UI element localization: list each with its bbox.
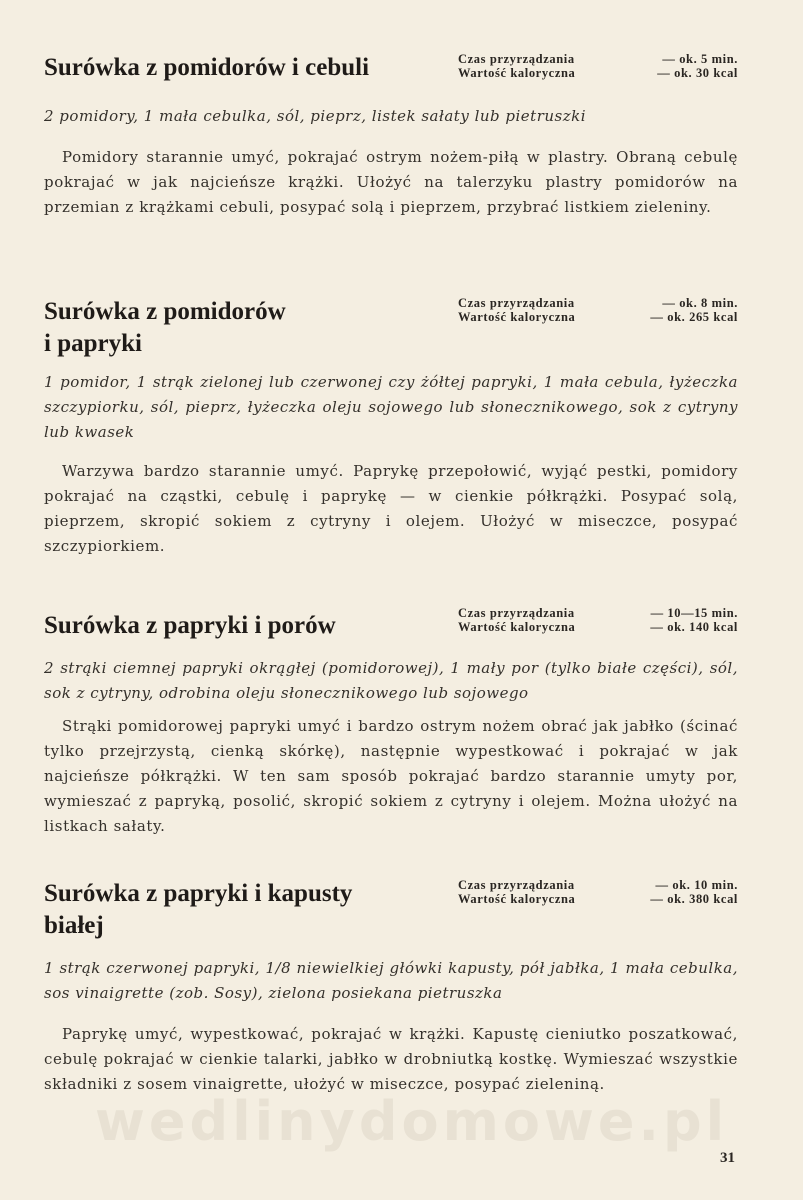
recipe-header: [44, 606, 738, 648]
kcal-label: Wartość kaloryczna: [458, 66, 576, 80]
recipe-meta: [458, 52, 738, 80]
recipe-meta: [458, 296, 738, 324]
time-label: Czas przyrządzania: [458, 52, 575, 66]
recipe-instructions: Pomidory starannie umyć, pokrajać ostrym nożem-piłą w plastry. Obraną cebulę pokrajać w jak najcieńsze krążki. Ułożyć na talerzyku plastry pomidorów na przemian z krążkami cebuli, posypać solą i pieprzem, przybrać listkiem zieleniny.: [44, 148, 738, 216]
kcal-label: Wartość kaloryczna: [458, 892, 576, 906]
time-label: Czas przyrządzania: [458, 878, 575, 892]
kcal-value: — ok. 140 kcal: [650, 620, 738, 634]
kcal-label: Wartość kaloryczna: [458, 620, 576, 634]
recipe-title: Surówka z papryki i kapusty białej: [44, 880, 353, 939]
recipe-header: [44, 296, 738, 360]
recipe-pepper-leek: [44, 606, 738, 839]
kcal-value: — ok. 30 kcal: [657, 66, 738, 80]
recipe-pepper-cabbage: [44, 878, 738, 1097]
recipe-meta: [458, 878, 738, 906]
time-value: — ok. 10 min.: [655, 878, 738, 892]
time-label: Czas przyrządzania: [458, 296, 575, 310]
recipe-ingredients: 2 pomidory, 1 mała cebulka, sól, pieprz, listek sałaty lub pietruszki: [44, 107, 587, 125]
recipe-instructions: Paprykę umyć, wypestkować, pokrajać w krążki. Kapustę cieniutko poszatkować, cebulę pokrajać w cienkie talarki, jabłko w drobniutką kostkę. Wymieszać wszystkie składniki z sosem vinaigrette, ułożyć w miseczce, posypać zieleniną.: [44, 1025, 738, 1093]
recipe-ingredients: 1 strąk czerwonej papryki, 1/8 niewielkiej główki kapusty, pół jabłka, 1 mała cebulka, sos vinaigrette (zob. Sosy), zielona posiekana pietruszka: [44, 959, 738, 1002]
recipe-instructions: Strąki pomidorowej papryki umyć i bardzo ostrym nożem obrać jak jabłko (ścinać tylko przejrzystą, cienką skórkę), następnie wypestkować i pokrajać w jak najcieńsze półkrążki. W ten sam sposób pokrajać bardzo starannie umyty por, wymieszać z papryką, posolić, skropić sokiem z cytryny i olejem. Można ułożyć na listkach sałaty.: [44, 717, 738, 835]
recipe-tomato-pepper: [44, 296, 738, 559]
kcal-label: Wartość kaloryczna: [458, 310, 576, 324]
recipe-instructions: Warzywa bardzo starannie umyć. Paprykę przepołowić, wyjąć pestki, pomidory pokrajać na cząstki, cebulę i paprykę — w cienkie półkrążki. Posypać solą, pieprzem, skropić sokiem z cytryny i olejem. Ułożyć w miseczce, posypać szczypiorkiem.: [44, 462, 738, 555]
time-value: — ok. 5 min.: [662, 52, 738, 66]
recipe-title: Surówka z pomidorów i papryki: [44, 298, 286, 357]
time-label: Czas przyrządzania: [458, 606, 575, 620]
recipe-title: Surówka z papryki i porów: [44, 612, 336, 639]
kcal-value: — ok. 380 kcal: [650, 892, 738, 906]
kcal-value: — ok. 265 kcal: [650, 310, 738, 324]
time-value: — 10—15 min.: [650, 606, 738, 620]
recipe-meta: [458, 606, 738, 634]
time-value: — ok. 8 min.: [662, 296, 738, 310]
page-number: 31: [720, 1150, 735, 1166]
recipe-header: [44, 878, 738, 942]
recipe-tomato-onion: [44, 52, 738, 220]
recipe-ingredients: 2 strąki ciemnej papryki okrągłej (pomidorowej), 1 mały por (tylko białe części), sól, sok z cytryny, odrobina oleju słonecznikowego lub sojowego: [44, 659, 738, 702]
watermark: wedlinydomowe.pl: [95, 1090, 729, 1153]
recipe-title: Surówka z pomidorów i cebuli: [44, 54, 370, 81]
recipe-header: [44, 52, 738, 92]
recipe-ingredients: 1 pomidor, 1 strąk zielonej lub czerwonej czy żółtej papryki, 1 mała cebula, łyżeczka szczypiorku, sól, pieprz, łyżeczka oleju sojowego lub słonecznikowego, sok z cytryny lub kwasek: [44, 373, 738, 441]
